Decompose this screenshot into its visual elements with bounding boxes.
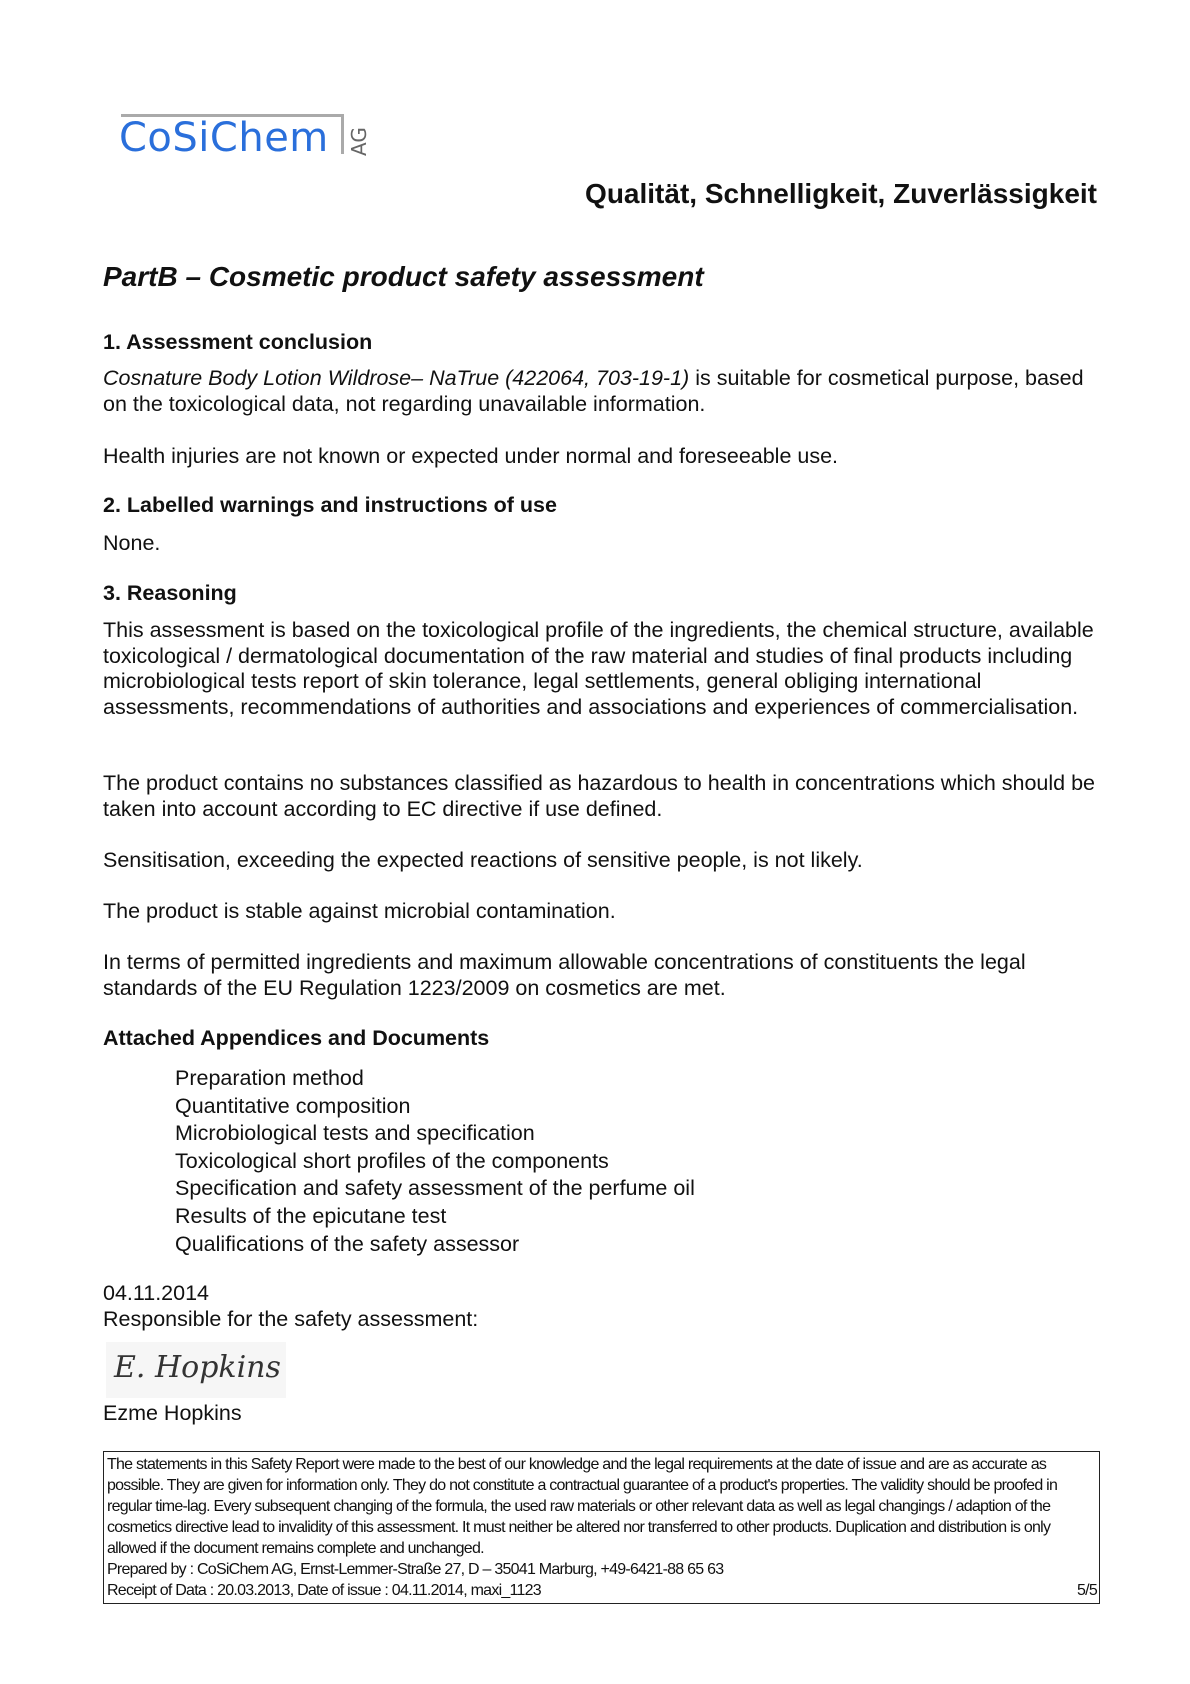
logo-suffix: AG xyxy=(347,127,371,156)
page-number: 5/5 xyxy=(1077,1582,1097,1599)
receipt-info: Receipt of Data : 20.03.2013, Date of issue : 04.11.2014, maxi_1123 xyxy=(107,1582,541,1599)
disclaimer-text: The statements in this Safety Report were made to the best of our knowledge and the legal requirements at the date of issue and are as accurate as possible. They are given for information only. They do not constitute a contractual guarantee of a product's properties. The validity should be proofed in regular time-lag. Every subsequent changing of the formula, the used raw materials or other relevant data as well as legal changings / adaption of the cosmetics directive lead to invalidity of this assessment. It must neither be altered nor transferred to other products. Duplication and distribution is only allowed if the document remains complete and unchanged. xyxy=(107,1456,1058,1557)
logo-bar xyxy=(341,114,344,154)
list-item: Quantitative composition xyxy=(175,1093,411,1118)
paragraph: In terms of permitted ingredients and maximum allowable concentrations of constituents the legal standards of the EU Regulation 1223/2009 on cosmetics are met. xyxy=(103,950,1026,1000)
section-heading: 2. Labelled warnings and instructions of use xyxy=(103,493,557,517)
paragraph: The product is stable against microbial contamination. xyxy=(103,899,616,923)
conclusion-text: is suitable for cosmetical purpose, based on the toxicological data, not regarding unavailable information. xyxy=(103,366,1084,416)
list-item: Toxicological short profiles of the components xyxy=(175,1148,609,1173)
list-item: Qualifications of the safety assessor xyxy=(175,1231,520,1256)
assessor-name: Ezme Hopkins xyxy=(103,1401,242,1425)
paragraph: Sensitisation, exceeding the expected reactions of sensitive people, is not likely. xyxy=(103,848,863,872)
responsible-label: Responsible for the safety assessment: xyxy=(103,1307,479,1331)
tagline: Qualität, Schnelligkeit, Zuverlässigkeit xyxy=(585,178,1097,209)
company-logo xyxy=(119,112,379,162)
signature-image xyxy=(106,1342,286,1398)
list-item: Results of the epicutane test xyxy=(175,1203,447,1228)
list-item: Specification and safety assessment of the perfume oil xyxy=(175,1176,695,1201)
paragraph: Health injuries are not known or expected under normal and foreseeable use. xyxy=(103,444,839,468)
appendix-list xyxy=(175,1065,695,1258)
paragraph: This assessment is based on the toxicological profile of the ingredients, the chemical structure, available toxicological / dermatological documentation of the raw material and studies of final products including microbiological tests report of skin tolerance, legal settlements, general obliging international assessments, recommendations of authorities and associations and experiences of commercialisation. xyxy=(103,618,1094,719)
prepared-by: Prepared by : CoSiChem AG, Ernst-Lemmer-Straße 27, D – 35041 Marburg, +49-6421-88 65 63 xyxy=(107,1561,724,1578)
paragraph: The product contains no substances classified as hazardous to health in concentrations which should be taken into account according to EC directive if use defined. xyxy=(103,771,1095,821)
section-heading: 3. Reasoning xyxy=(103,581,237,605)
date: 04.11.2014 xyxy=(103,1281,210,1305)
signature: E. Hopkins xyxy=(114,1350,281,1385)
logo-text: CoSiChem xyxy=(119,115,329,161)
product-name: Cosnature Body Lotion Wildrose– NaTrue (422064, 703-19-1) xyxy=(103,366,690,390)
conclusion-paragraph xyxy=(103,366,1103,417)
page-title: PartB – Cosmetic product safety assessment xyxy=(103,261,704,292)
disclaimer-box xyxy=(103,1451,1100,1604)
paragraph: None. xyxy=(103,531,161,555)
list-item: Preparation method xyxy=(175,1066,364,1090)
section-heading: Attached Appendices and Documents xyxy=(103,1026,490,1050)
section-heading: 1. Assessment conclusion xyxy=(103,330,373,354)
list-item: Microbiological tests and specification xyxy=(175,1121,535,1146)
